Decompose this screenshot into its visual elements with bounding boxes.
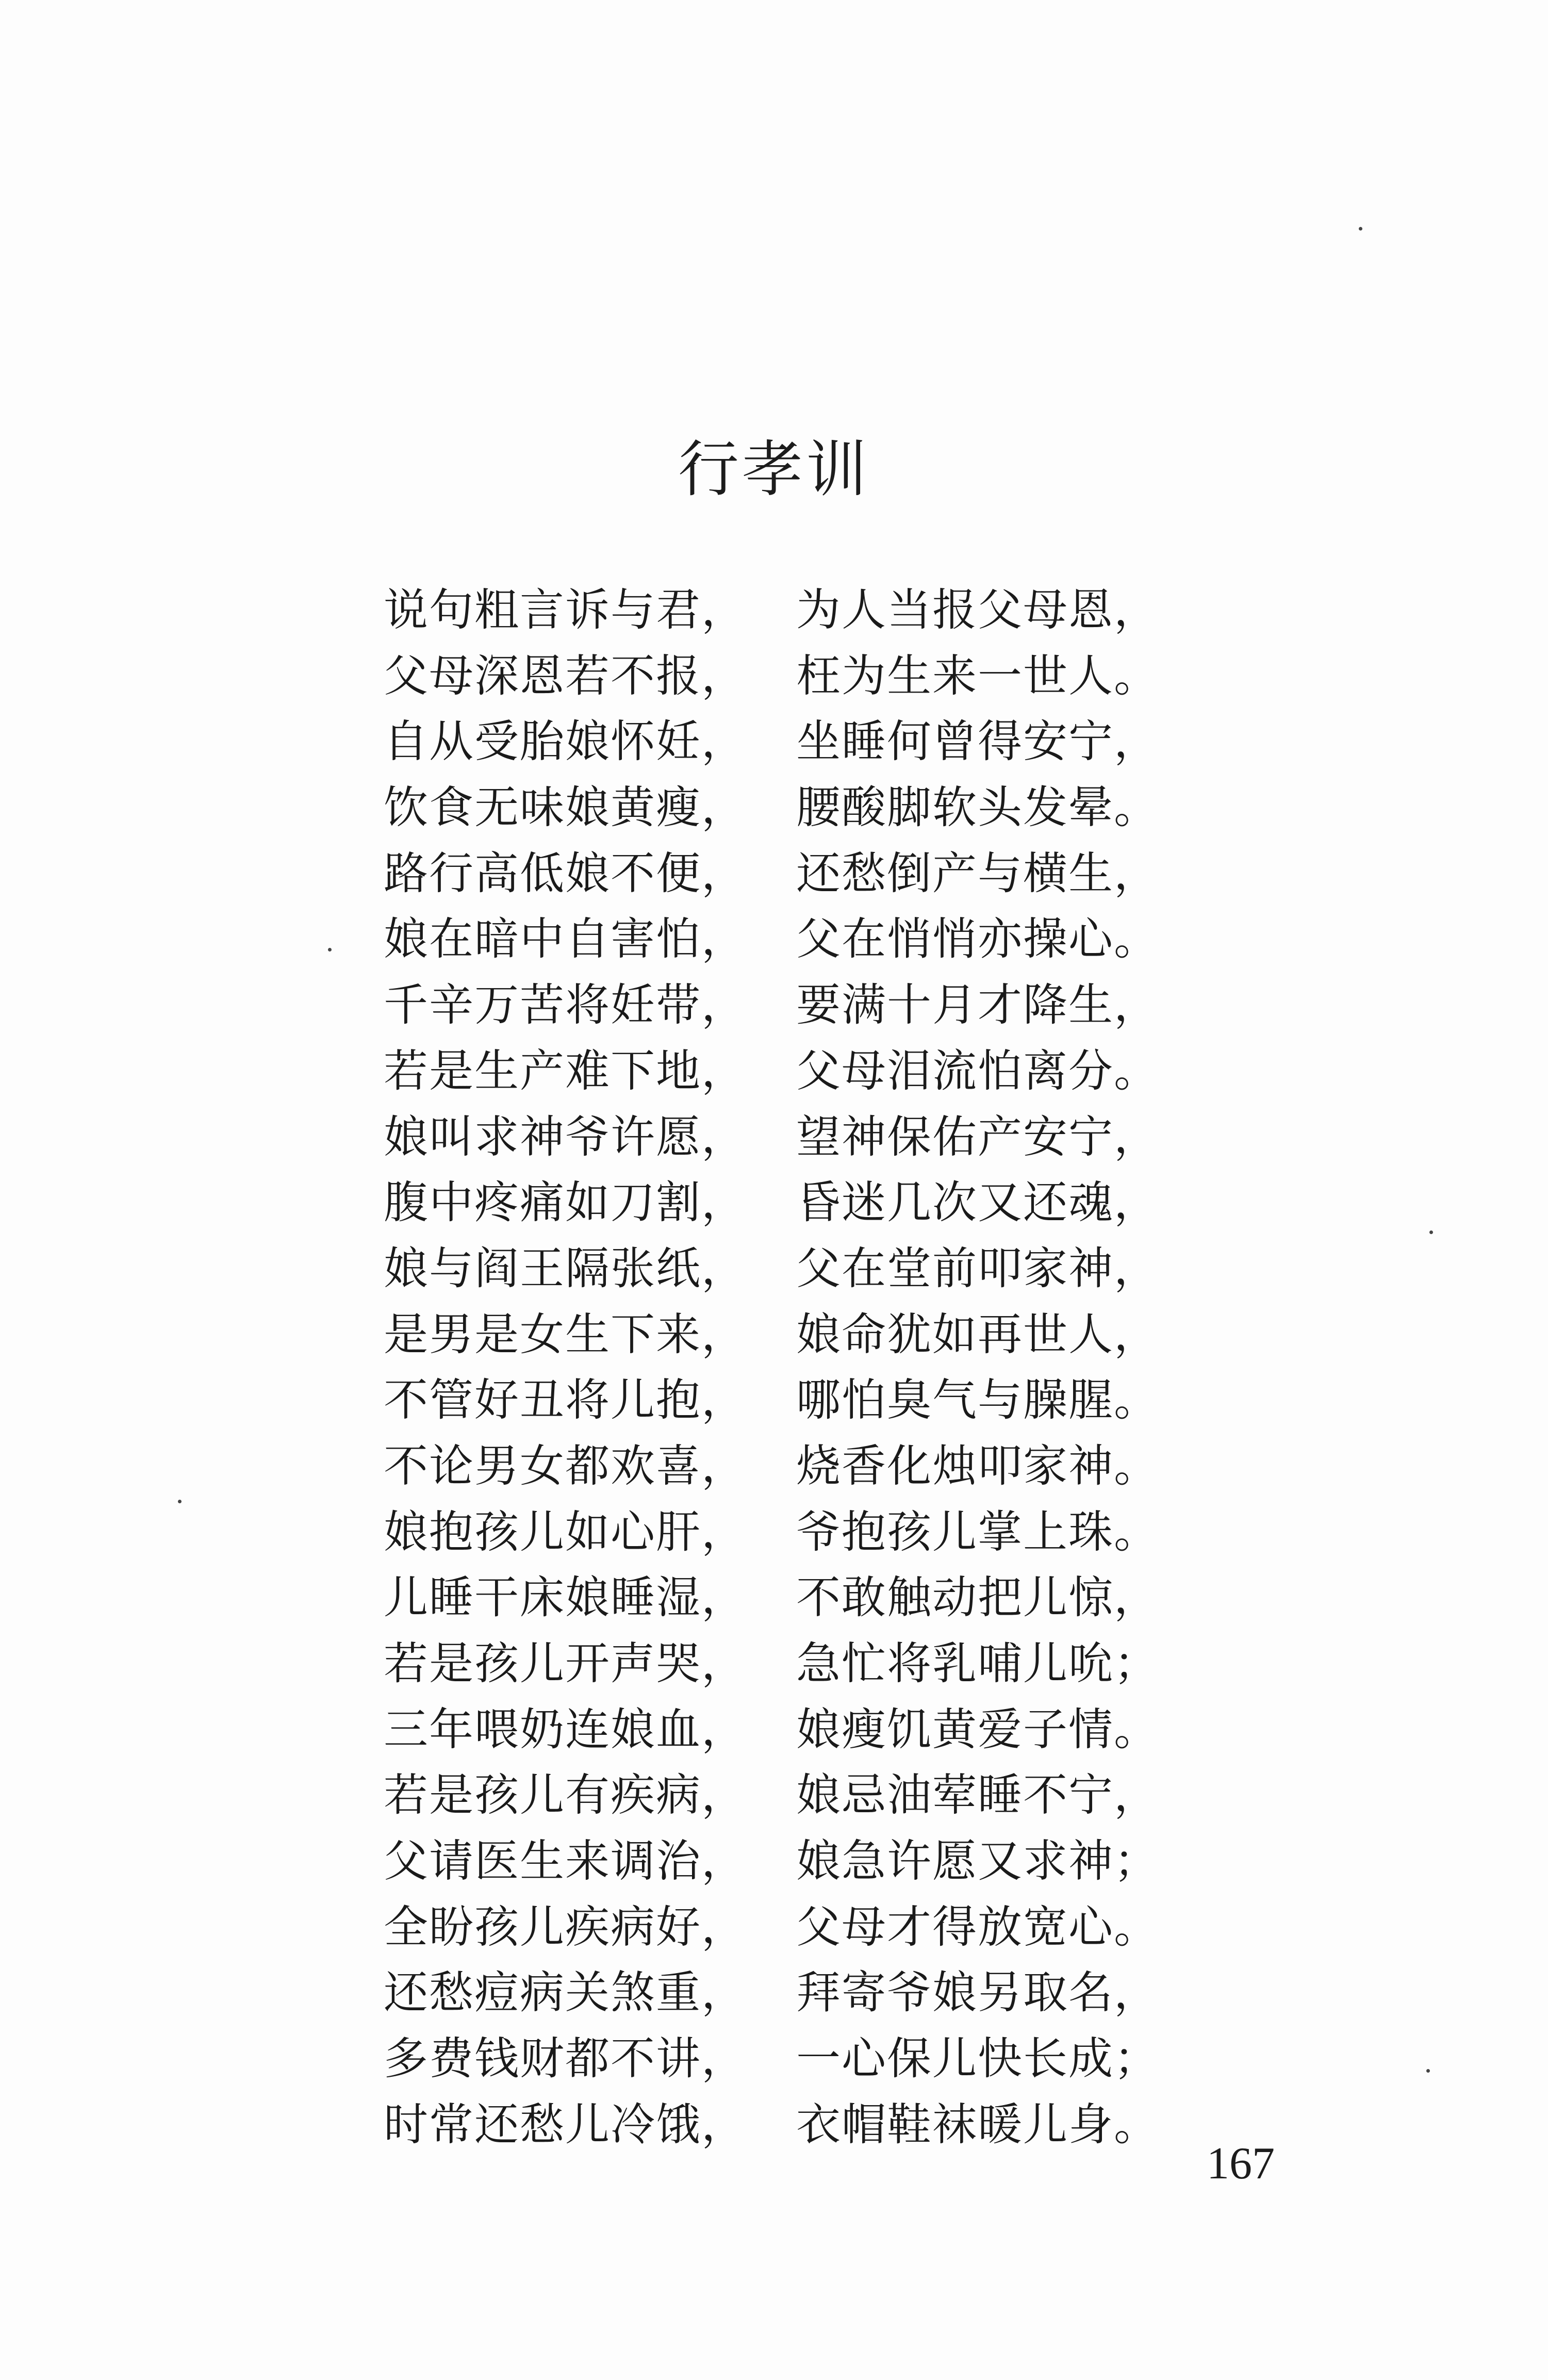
poem-line-first-half: 还愁痘病关煞重， [384,1967,747,2019]
poem-line-second-half: 父母泪流怕离分。 [796,1045,1159,1097]
poem-line-second-half: 父在悄悄亦操心。 [796,913,1159,965]
poem-line [384,578,1188,644]
poem-line-second-half: 娘忌油荤睡不宁， [796,1769,1159,1821]
poem-line-first-half: 路行高低娘不便， [384,847,747,899]
poem-line-second-half: 昏迷几次又还魂， [796,1177,1159,1229]
poem-line-second-half: 望神保佑产安宁， [796,1111,1159,1163]
poem-line-first-half: 若是生产难下地， [384,1045,747,1097]
poem-line-first-half: 娘在暗中自害怕， [384,913,747,965]
poem-line [384,1960,1188,2026]
poem-line-second-half: 要满十月才降生， [796,979,1159,1031]
poem-line [384,973,1188,1039]
poem-line [384,1170,1188,1236]
poem-line-first-half: 饮食无味娘黄瘦， [384,782,747,834]
poem-line [384,1829,1188,1895]
poem-line-second-half: 一心保儿快长成； [796,2033,1159,2085]
poem-line-second-half: 爷抱孩儿掌上珠。 [796,1506,1159,1558]
scan-speck [1359,227,1362,231]
poem-line-first-half: 娘与阎王隔张纸， [384,1242,747,1294]
poem-line-first-half: 娘叫求神爷许愿， [384,1111,747,1163]
poem-line-second-half: 不敢触动把儿惊， [796,1572,1159,1624]
poem-line-second-half: 腰酸脚软头发晕。 [796,782,1159,834]
poem-line-first-half: 自从受胎娘怀妊， [384,716,747,768]
poem-line [384,709,1188,775]
poem-line-second-half: 为人当报父母恩， [796,584,1159,636]
poem-line-second-half: 坐睡何曾得安宁， [796,716,1159,768]
poem-line-second-half: 娘瘦饥黄爱子情。 [796,1703,1159,1755]
poem-line [384,1565,1188,1631]
poem-line-second-half: 枉为生来一世人。 [796,650,1159,702]
poem-line-second-half: 父母才得放宽心。 [796,1901,1159,1953]
poem-line [384,1434,1188,1500]
poem-line [384,644,1188,710]
poem-line-first-half: 腹中疼痛如刀割， [384,1177,747,1229]
poem-line [384,1302,1188,1368]
poem-line [384,1631,1188,1697]
poem-line-second-half: 娘急许愿又求神； [796,1835,1159,1887]
poem-line-second-half: 拜寄爷娘另取名， [796,1967,1159,2019]
scan-speck [1426,2069,1430,2073]
poem-line [384,907,1188,973]
poem-line-first-half: 不管好丑将儿抱， [384,1374,747,1426]
poem-line [384,1105,1188,1171]
poem-line-first-half: 儿睡干床娘睡湿， [384,1572,747,1624]
poem-line [384,1236,1188,1302]
poem-line-first-half: 不论男女都欢喜， [384,1440,747,1492]
poem-line-second-half: 衣帽鞋袜暖儿身。 [796,2098,1159,2151]
poem-line-second-half: 父在堂前叩家神， [796,1242,1159,1294]
poem-line-first-half: 说句粗言诉与君， [384,584,747,636]
poem-line-first-half: 若是孩儿有疾病， [384,1769,747,1821]
poem-line-first-half: 父母深恩若不报， [384,650,747,702]
poem-line-second-half: 烧香化烛叩家神。 [796,1440,1159,1492]
poem-line [384,1368,1188,1434]
poem-line-first-half: 多费钱财都不讲， [384,2033,747,2085]
poem-line [384,2026,1188,2092]
scan-speck [328,948,332,951]
poem-line-first-half: 千辛万苦将妊带， [384,979,747,1031]
poem-line [384,775,1188,841]
scan-speck [178,1500,182,1503]
poem-line-second-half: 急忙将乳哺儿吮； [796,1638,1159,1689]
poem-line-first-half: 父请医生来调治， [384,1835,747,1887]
poem-line-second-half: 还愁倒产与横生， [796,847,1159,899]
poem-line-first-half: 三年喂奶连娘血， [384,1703,747,1755]
poem-line-second-half: 娘命犹如再世人， [796,1308,1159,1360]
poem-line [384,1763,1188,1829]
scan-speck [1429,1230,1433,1234]
poem-line-first-half: 娘抱孩儿如心肝， [384,1506,747,1558]
poem-line-first-half: 是男是女生下来， [384,1308,747,1360]
poem-body [384,578,1188,2158]
poem-line-first-half: 若是孩儿开声哭， [384,1638,747,1689]
poem-line-first-half: 全盼孩儿疾病好， [384,1901,747,1953]
poem-line [384,1895,1188,1961]
poem-line-second-half: 哪怕臭气与臊腥。 [796,1374,1159,1426]
poem-line [384,1500,1188,1566]
poem-line-first-half: 时常还愁儿冷饿， [384,2098,747,2151]
poem-line [384,841,1188,907]
poem-line [384,1039,1188,1105]
poem-line [384,2092,1188,2158]
poem-line [384,1697,1188,1763]
poem-title: 行孝训 [678,434,870,505]
page-number: 167 [1207,2139,1275,2189]
